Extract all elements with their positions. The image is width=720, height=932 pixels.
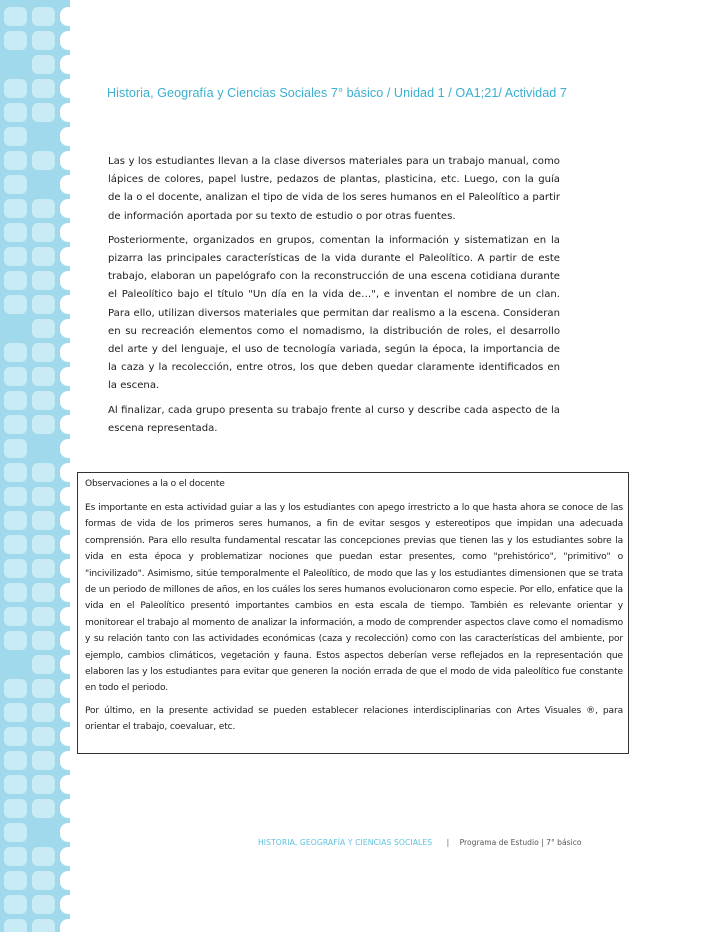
footer-separator: | — [446, 838, 450, 847]
activity-paragraph: Las y los estudiantes llevan a la clase diversos materiales para un trabajo manual, como lápices de colores, papel lustre, pedazos de plantas, plasticina, etc. Luego, con la guía de la o el docente, analizan el tipo de vida de los seres humanos en el Paleolítico a partir de información aportada por su texto de estudio o por otras fuentes. — [108, 156, 560, 222]
sidebar-tile — [4, 415, 27, 434]
sidebar-tile — [32, 343, 55, 362]
sidebar-tile — [4, 511, 27, 530]
footer-grade: | 7° básico — [541, 838, 582, 847]
sidebar-tile — [4, 679, 27, 698]
sidebar-tile — [32, 511, 55, 530]
sidebar-tab — [60, 391, 70, 410]
sidebar-tab — [60, 559, 70, 578]
sidebar-tile — [32, 655, 55, 674]
sidebar-tab — [60, 55, 70, 74]
sidebar-tile — [4, 223, 27, 242]
sidebar-tab — [60, 535, 70, 554]
sidebar-tile — [4, 487, 27, 506]
sidebar-tile — [32, 775, 55, 794]
sidebar-tile — [4, 391, 27, 410]
sidebar-tile — [4, 871, 27, 890]
sidebar-tile — [4, 631, 27, 650]
sidebar-tile — [4, 847, 27, 866]
sidebar-tile — [4, 79, 27, 98]
sidebar-tile — [4, 583, 27, 602]
sidebar-tile — [32, 79, 55, 98]
sidebar-tab — [60, 775, 70, 794]
activity-paragraph: Al finalizar, cada grupo presenta su trabajo frente al curso y describe cada aspecto de la escena representada. — [108, 404, 560, 434]
sidebar-tab — [60, 919, 70, 932]
observations-paragraph: Es importante en esta actividad guiar a las y los estudiantes con apego irrestricto a lo que hasta ahora se conoce de las formas de vida de los primeros seres humanos, a fin de evitar sesgos y estereotipos que impidan una adecuada comprensión. Para ello resulta fundamental rescatar las concepciones previas que tienen las y los estudiantes sobre la vida en esta época y problematizar nociones que puedan estar presentes, como "prehistórico", "primitivo" o "incivilizado". Asimismo, sitúe temporalmente el Paleolítico, de modo que las y los estudiantes dimensionen que se trata de un periodo de millones de años, en los cuáles los seres humanos evolucionaron como especie. Por ello, enfatice que la vida en el Paleolítico presentó importantes cambios en esta escala de tiempo. También es relevante orientar y monitorear el trabajo al momento de analizar la información, a modo de comprender aspectos clave como el nomadismo y su relación tanto con las actividades económicas (caza y recolección) como con las características del ambiente, por ejemplo, cambios climáticos, vegetación y fauna. Estos aspectos deberían verse reflejados en la representación que elaboren las y los estudiantes para evitar que generen la noción errada de que el modo de vida paleolítico fue constante en todo el periodo. — [85, 503, 623, 694]
sidebar-tab — [60, 295, 70, 314]
sidebar-tile — [32, 415, 55, 434]
observations-paragraph: Por último, en la presente actividad se pueden establecer relaciones interdisciplinarias con Artes Visuales ®, para orientar el trabajo, coevaluar, etc. — [85, 705, 623, 733]
sidebar-tile — [4, 535, 27, 554]
sidebar-tab — [60, 175, 70, 194]
sidebar-tile — [4, 439, 27, 458]
sidebar-tile — [32, 895, 55, 914]
footer-program: Programa de Estudio — [459, 838, 539, 847]
sidebar-tab — [60, 751, 70, 770]
sidebar-tile — [32, 175, 55, 194]
sidebar-tile — [32, 319, 55, 338]
sidebar-tile — [32, 7, 55, 26]
sidebar-tile — [32, 727, 55, 746]
footer-subject: HISTORIA, GEOGRAFÍA Y CIENCIAS SOCIALES — [258, 838, 433, 847]
sidebar-tile — [32, 31, 55, 50]
sidebar-tile — [4, 919, 27, 932]
sidebar-tab — [60, 799, 70, 818]
sidebar-tab — [60, 31, 70, 50]
sidebar-tab — [60, 199, 70, 218]
sidebar-tile — [32, 151, 55, 170]
sidebar-tab — [60, 7, 70, 26]
sidebar-tile — [4, 271, 27, 290]
sidebar-tab — [60, 487, 70, 506]
sidebar-tile — [32, 751, 55, 770]
sidebar-tab — [60, 367, 70, 386]
sidebar-tab — [60, 151, 70, 170]
sidebar-tile — [32, 127, 55, 146]
sidebar-tile — [32, 295, 55, 314]
sidebar-tab — [60, 727, 70, 746]
sidebar-tile — [4, 319, 27, 338]
sidebar-tile-pattern — [4, 5, 70, 932]
sidebar-tab — [60, 895, 70, 914]
sidebar-tile — [32, 391, 55, 410]
sidebar-tile — [32, 607, 55, 626]
sidebar-tab — [60, 823, 70, 842]
sidebar-tile — [4, 775, 27, 794]
sidebar-tile — [32, 439, 55, 458]
sidebar-tile — [32, 703, 55, 722]
sidebar-tile — [32, 247, 55, 266]
sidebar-tile — [4, 463, 27, 482]
sidebar-tile — [32, 367, 55, 386]
sidebar-tab — [60, 463, 70, 482]
sidebar-tile — [4, 199, 27, 218]
sidebar-tab — [60, 583, 70, 602]
sidebar-tile — [4, 247, 27, 266]
sidebar-tile — [4, 7, 27, 26]
decorative-sidebar — [0, 0, 70, 932]
sidebar-tab — [60, 247, 70, 266]
sidebar-tile — [4, 175, 27, 194]
sidebar-tile — [4, 55, 27, 74]
sidebar-tab — [60, 679, 70, 698]
sidebar-tile — [32, 463, 55, 482]
sidebar-tile — [4, 31, 27, 50]
sidebar-tile — [4, 655, 27, 674]
sidebar-tile — [4, 727, 27, 746]
sidebar-tab — [60, 415, 70, 434]
sidebar-tab — [60, 103, 70, 122]
sidebar-tile — [4, 295, 27, 314]
sidebar-tile — [4, 895, 27, 914]
sidebar-tab — [60, 343, 70, 362]
sidebar-tab — [60, 655, 70, 674]
sidebar-tab — [60, 607, 70, 626]
sidebar-tile — [32, 583, 55, 602]
sidebar-tab — [60, 511, 70, 530]
sidebar-tile — [32, 823, 55, 842]
page-title: Historia, Geografía y Ciencias Sociales 7° básico / Unidad 1 / OA1;21/ Actividad 7 — [107, 86, 567, 100]
sidebar-tile — [32, 55, 55, 74]
sidebar-tile — [4, 559, 27, 578]
sidebar-tab — [60, 271, 70, 290]
sidebar-tab — [60, 79, 70, 98]
observations-title: Observaciones a la o el docente — [85, 479, 225, 489]
sidebar-tile — [32, 919, 55, 932]
sidebar-tile — [32, 799, 55, 818]
sidebar-tile — [32, 631, 55, 650]
sidebar-tile — [32, 871, 55, 890]
teacher-observations-box — [77, 472, 629, 754]
sidebar-tile — [32, 559, 55, 578]
activity-description — [108, 153, 560, 444]
sidebar-tab — [60, 871, 70, 890]
sidebar-tab — [60, 223, 70, 242]
sidebar-tab — [60, 847, 70, 866]
sidebar-tab — [60, 631, 70, 650]
sidebar-tile — [32, 223, 55, 242]
sidebar-tile — [32, 535, 55, 554]
activity-paragraph: Posteriormente, organizados en grupos, comentan la información y sistematizan en la pizarra las principales características de la vida durante el Paleolítico. A partir de este trabajo, elaboran un papelógrafo con la reconstrucción de una escena cotidiana durante el Paleolítico bajo el título "Un día en la vida de…", e inventan el nombre de un clan. Para ello, utilizan diversos materiales que permitan dar realismo a la escena. Consideran en su recreación elementos como el nomadismo, la distribución de roles, el desarrollo del arte y del lenguaje, el uso de tecnología variada, según la época, la importancia de la caza y la recolección, entre otros, los que deben quedar claramente identificados en la escena. — [108, 234, 560, 392]
sidebar-tile — [32, 199, 55, 218]
sidebar-tab — [60, 127, 70, 146]
sidebar-tile — [4, 751, 27, 770]
sidebar-tile — [32, 487, 55, 506]
sidebar-tab — [60, 703, 70, 722]
sidebar-tile — [4, 799, 27, 818]
sidebar-tab — [60, 319, 70, 338]
sidebar-tile — [4, 607, 27, 626]
sidebar-tile — [4, 151, 27, 170]
sidebar-tab — [60, 439, 70, 458]
sidebar-tile — [4, 127, 27, 146]
sidebar-tile — [4, 367, 27, 386]
sidebar-tile — [32, 271, 55, 290]
sidebar-tile — [4, 103, 27, 122]
sidebar-tile — [4, 703, 27, 722]
page-footer — [258, 838, 582, 847]
sidebar-tile — [4, 343, 27, 362]
sidebar-tile — [32, 103, 55, 122]
sidebar-tile — [4, 823, 27, 842]
sidebar-tile — [32, 847, 55, 866]
sidebar-tile — [32, 679, 55, 698]
